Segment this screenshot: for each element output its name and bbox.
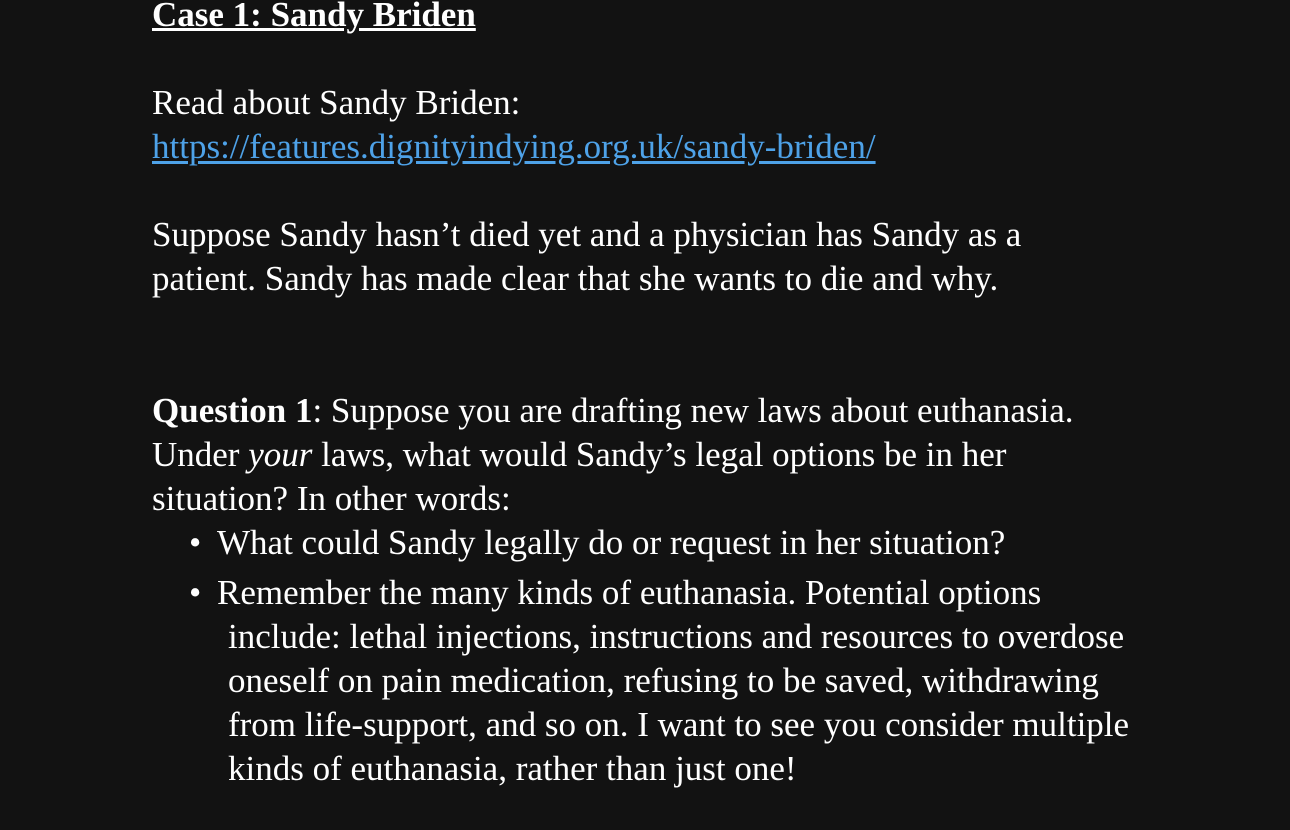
bullet-text: Remember the many kinds of euthanasia. Potential options include: lethal injections, instructions and resources to overdose oneself on pain medication, refusing to be saved, withdrawing from life-support, and so on. I want to see you consider multiple kinds of euthanasia, rather than just one!: [217, 573, 1130, 788]
bullet-marker: •: [189, 573, 202, 612]
bullet-marker: •: [189, 523, 202, 562]
document-body: [152, 0, 1152, 797]
question-label: Question 1: [152, 391, 313, 430]
question-text-part2: laws, what would Sandy’s legal options be in her situation? In other words:: [152, 435, 1007, 518]
scenario-paragraph: Suppose Sandy hasn’t died yet and a physician has Sandy as a patient. Sandy has made clear that she wants to die and why.: [152, 215, 1022, 298]
question-text-part1: : Suppose you are drafting new laws about euthanasia. Under: [152, 391, 1074, 474]
spacer: [152, 301, 1152, 389]
question-paragraph: [152, 389, 1122, 521]
read-about-text: Read about Sandy Briden:: [152, 83, 521, 122]
list-item: [152, 521, 1137, 565]
bullet-text: What could Sandy legally do or request in her situation?: [217, 523, 1006, 562]
question-emphasis: your: [248, 435, 313, 474]
case-title: Case 1: Sandy Briden: [152, 0, 476, 34]
bullet-list: [152, 521, 1152, 791]
list-item: [152, 571, 1148, 791]
sandy-briden-link[interactable]: https://features.dignityindying.org.uk/sandy-briden/: [152, 127, 876, 166]
spacer: [152, 169, 1152, 213]
spacer: [152, 37, 1152, 81]
